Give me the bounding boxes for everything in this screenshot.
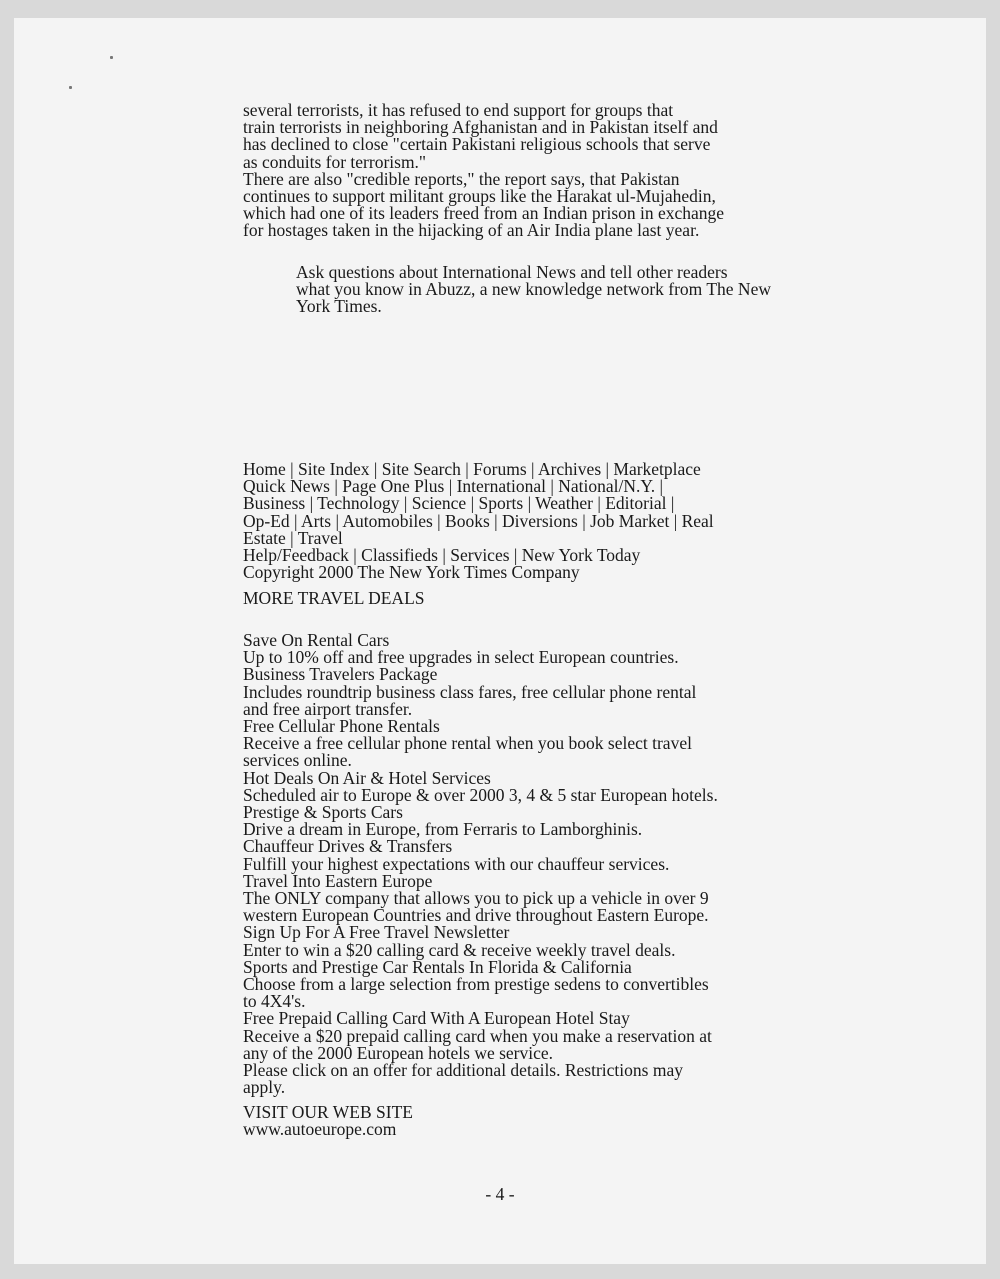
deal-text: Receive a $20 prepaid calling card when you make a reservation at [243,1025,712,1046]
deal-title: Chauffeur Drives & Transfers [243,836,453,857]
copyright-line: Copyright 2000 The New York Times Company [243,562,580,583]
deal-text: to 4X4's. [243,991,306,1012]
nav-line: Business | Technology | Science | Sports | Weather | Editorial | [243,493,675,514]
nav-line: Op-Ed | Arts | Automobiles | Books | Diversions | Job Market | Real [243,510,714,531]
article-line: for hostages taken in the hijacking of an Air India plane last year. [243,220,700,241]
deal-title: Travel Into Eastern Europe [243,870,433,891]
visit-heading: VISIT OUR WEB SITE [243,1102,413,1122]
article-line: has declined to close "certain Pakistani religious schools that serve [243,134,711,155]
deal-title: Free Prepaid Calling Card With A European Hotel Stay [243,1008,630,1029]
deal-text: Receive a free cellular phone rental when you book select travel [243,733,692,754]
deal-text: Fulfill your highest expectations with our chauffeur services. [243,853,670,874]
deal-title: Sports and Prestige Car Rentals In Florida & California [243,956,632,977]
article-line: continues to support militant groups like the Harakat ul-Mujahedin, [243,186,716,207]
article-line: which had one of its leaders freed from an Indian prison in exchange [243,203,725,224]
document-page [14,18,986,1264]
site-navigation [243,461,843,581]
deal-text: Choose from a large selection from prestige sedens to convertibles [243,974,709,995]
abuzz-line: what you know in Abuzz, a new knowledge network from The New [296,279,771,300]
deal-title: Prestige & Sports Cars [243,802,403,823]
scan-speck [110,56,113,59]
article-text [243,102,843,240]
abuzz-line: Ask questions about International News and tell other readers [296,262,728,282]
deal-title: Business Travelers Package [243,664,438,685]
deal-title: Hot Deals On Air & Hotel Services [243,767,491,788]
abuzz-promo [296,264,896,316]
nav-line: Help/Feedback | Classifieds | Services | New York Today [243,545,641,566]
deal-text: Up to 10% off and free upgrades in select European countries. [243,647,679,668]
travel-deals-list [243,632,843,1096]
deal-text: services online. [243,750,352,771]
article-line: There are also "credible reports," the report says, that Pakistan [243,168,680,189]
deal-text: any of the 2000 European hotels we service. [243,1042,554,1063]
nav-line: Estate | Travel [243,527,343,548]
deal-text: The ONLY company that allows you to pick up a vehicle in over 9 [243,888,709,909]
scan-speck [69,86,72,89]
disclaimer-line: apply. [243,1077,286,1098]
deal-text: Includes roundtrip business class fares, free cellular phone rental [243,681,697,702]
nav-line: Home | Site Index | Site Search | Forums | Archives | Marketplace [243,459,701,479]
deal-text: Drive a dream in Europe, from Ferraris to Lamborghinis. [243,819,643,840]
deal-text: Enter to win a $20 calling card & receive weekly travel deals. [243,939,676,960]
article-line: several terrorists, it has refused to end support for groups that [243,100,674,120]
deal-title: Sign Up For A Free Travel Newsletter [243,922,510,943]
disclaimer-line: Please click on an offer for additional details. Restrictions may [243,1060,683,1081]
page-number: - 4 - [485,1184,515,1204]
deal-text: western European Countries and drive throughout Eastern Europe. [243,905,709,926]
article-line: as conduits for terrorism." [243,151,427,172]
visit-website-section [243,1104,843,1138]
website-url: www.autoeurope.com [243,1119,397,1140]
deal-title: Save On Rental Cars [243,630,390,650]
deal-text: Scheduled air to Europe & over 2000 3, 4 & 5 star European hotels. [243,784,718,805]
deal-text: and free airport transfer. [243,698,413,719]
abuzz-line: York Times. [296,296,382,317]
nav-line: Quick News | Page One Plus | International | National/N.Y. | [243,476,664,497]
article-line: train terrorists in neighboring Afghanistan and in Pakistan itself and [243,117,718,138]
travel-deals-heading: MORE TRAVEL DEALS [243,588,425,608]
deal-title: Free Cellular Phone Rentals [243,716,440,737]
